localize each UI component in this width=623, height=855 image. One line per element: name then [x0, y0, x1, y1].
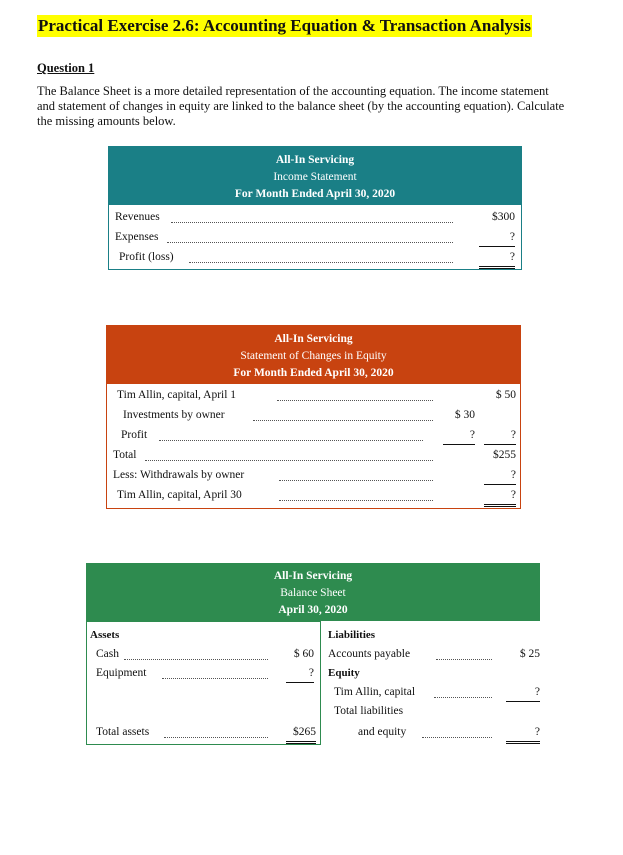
- row-inner-value: $ 30: [454, 409, 475, 421]
- row-label: Total: [113, 449, 137, 461]
- equity-heading: Equity: [328, 667, 360, 679]
- liabilities-heading-row: [328, 626, 538, 644]
- table-row: [86, 664, 318, 682]
- leader-dots: [167, 231, 453, 243]
- row-label: Tim Allin, capital, April 1: [117, 389, 237, 401]
- page-title: Practical Exercise 2.6: Accounting Equation & Transaction Analysis: [38, 16, 532, 35]
- row-label: Cash: [96, 648, 119, 660]
- row-value[interactable]: ?: [484, 486, 516, 507]
- cash-value: $ 60: [293, 648, 314, 660]
- total-liabilities-equity-value[interactable]: ?: [506, 723, 540, 744]
- row-inner-value[interactable]: ?: [443, 426, 475, 445]
- leader-dots: [436, 648, 492, 660]
- leader-dots: [164, 726, 268, 738]
- row-value: $300: [492, 211, 515, 223]
- table-row: [328, 645, 540, 663]
- leader-dots: [189, 251, 453, 263]
- statement-period: April 30, 2020: [278, 604, 348, 616]
- row-value[interactable]: ?: [484, 426, 516, 445]
- equity-statement: [106, 325, 521, 509]
- table-row: [334, 723, 540, 741]
- table-row: [107, 486, 520, 504]
- company-name: All-In Servicing: [273, 570, 353, 582]
- assets-heading-row: [86, 626, 316, 644]
- row-label: and equity: [358, 726, 407, 738]
- table-row: [107, 466, 520, 484]
- assets-heading: Assets: [90, 629, 120, 641]
- table-row: [107, 446, 520, 464]
- row-label: Accounts payable: [328, 648, 411, 660]
- row-value: $255: [493, 449, 516, 461]
- row-label: Less: Withdrawals by owner: [113, 469, 245, 481]
- company-name: All-In Servicing: [275, 154, 355, 166]
- table-row: [334, 683, 540, 701]
- row-value[interactable]: ?: [479, 248, 515, 269]
- statement-period: For Month Ended April 30, 2020: [233, 367, 394, 379]
- leader-dots: [277, 389, 433, 401]
- table-row: [334, 702, 534, 720]
- capital-value[interactable]: ?: [506, 683, 540, 702]
- row-label: Expenses: [115, 231, 159, 243]
- row-label: Equipment: [96, 667, 147, 679]
- row-value[interactable]: ?: [484, 466, 516, 485]
- table-row: [109, 208, 521, 226]
- income-statement-header: [109, 147, 521, 205]
- table-row: [107, 406, 520, 424]
- row-value[interactable]: ?: [479, 228, 515, 247]
- statement-name: Statement of Changes in Equity: [240, 350, 387, 362]
- row-label: Profit: [121, 429, 148, 441]
- table-row: [107, 386, 520, 404]
- row-label: Total liabilities: [334, 705, 404, 717]
- row-value: $ 50: [495, 389, 516, 401]
- table-row: [86, 645, 318, 663]
- leader-dots: [145, 449, 433, 461]
- table-row: [86, 723, 318, 741]
- statement-name: Income Statement: [273, 171, 357, 183]
- equipment-value[interactable]: ?: [286, 664, 314, 683]
- table-row: [109, 248, 521, 266]
- leader-dots: [434, 686, 492, 698]
- income-statement: [108, 146, 522, 270]
- statement-name: Balance Sheet: [280, 587, 346, 599]
- row-label: Total assets: [96, 726, 150, 738]
- statement-period: For Month Ended April 30, 2020: [234, 188, 396, 200]
- row-label: Tim Allin, capital, April 30: [117, 489, 242, 501]
- leader-dots: [171, 211, 453, 223]
- leader-dots: [279, 489, 433, 501]
- table-row: [107, 426, 520, 444]
- leader-dots: [159, 429, 423, 441]
- row-label: Profit (loss): [119, 251, 174, 263]
- row-label: Tim Allin, capital: [334, 686, 416, 698]
- leader-dots: [162, 667, 268, 679]
- leader-dots: [124, 648, 268, 660]
- question-heading: Question 1: [37, 61, 95, 75]
- total-assets-value: $265: [286, 723, 316, 744]
- intro-paragraph: The Balance Sheet is a more detailed representation of the accounting equation. The income statement and statement of changes in equity are linked to the balance sheet (by the accounting equation). Calculate the missing amounts below.: [37, 84, 565, 128]
- company-name: All-In Servicing: [274, 333, 353, 345]
- leader-dots: [279, 469, 433, 481]
- table-row: [109, 228, 521, 246]
- balance-sheet-header: [86, 563, 540, 621]
- leader-dots: [422, 726, 492, 738]
- equity-heading-row: [328, 664, 538, 682]
- row-label: Revenues: [115, 211, 160, 223]
- accounts-payable-value: $ 25: [519, 648, 540, 660]
- row-label: Investments by owner: [123, 409, 225, 421]
- liabilities-heading: Liabilities: [328, 629, 376, 641]
- equity-statement-header: [107, 326, 520, 384]
- leader-dots: [253, 409, 433, 421]
- balance-sheet: [86, 563, 538, 743]
